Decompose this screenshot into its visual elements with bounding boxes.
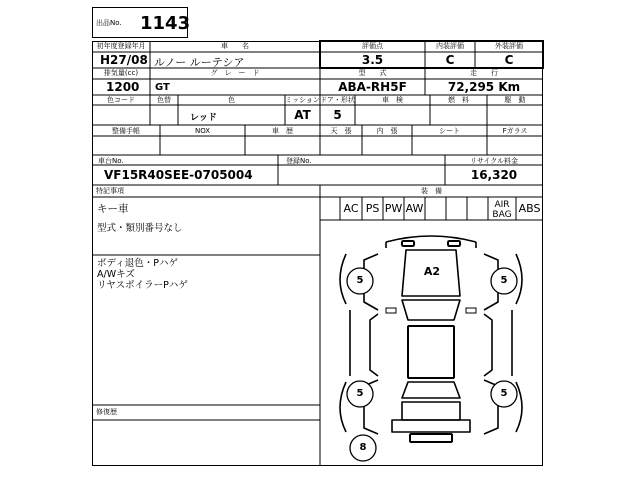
car-name: ルノー ルーテシア	[154, 56, 245, 69]
equipment-pw: PW	[384, 202, 403, 215]
label-fuel: 燃 料	[448, 96, 469, 104]
note-aw-scratch: A/Wキズ	[97, 269, 135, 280]
label-chassis-no: 車台No.	[98, 157, 124, 165]
label-color-change: 色替	[157, 96, 171, 104]
equipment-ac: AC	[343, 202, 359, 215]
equipment-ps: PS	[365, 202, 380, 215]
label-service-book: 整備手帳	[112, 127, 140, 135]
label-color-code: 色コード	[107, 96, 135, 104]
hood-damage-code: A2	[423, 265, 441, 278]
equipment-aw: AW	[405, 202, 424, 215]
label-recycle-fee: リサイクル料金	[469, 157, 519, 165]
label-color: 色	[228, 96, 235, 104]
label-mileage: 走 行	[470, 69, 498, 77]
note-no-model-number: 型式・類別番号なし	[97, 223, 183, 234]
left-front-wheel-code: 5	[356, 275, 364, 286]
label-drive: 駆 動	[504, 96, 526, 104]
note-rear-spoiler: リヤスポイラーPハゲ	[97, 280, 188, 291]
spare-code: 8	[359, 442, 367, 453]
chassis-number: VF15R40SEE-0705004	[104, 168, 253, 182]
model-code: ABA-RH5F	[338, 80, 407, 94]
mileage: 72,295 Km	[447, 80, 521, 94]
label-exterior-grade: 外装評価	[495, 42, 523, 50]
displacement: 1200	[106, 80, 140, 94]
equipment-header: 装 備	[421, 187, 442, 195]
equipment-airbag: AIR BAG	[492, 200, 512, 220]
label-nox: NOX	[194, 127, 211, 135]
note-key-car: キー車	[97, 203, 129, 215]
interior-grade: C	[445, 53, 455, 67]
label-doors: ドア・形状	[320, 96, 355, 104]
doors: 5	[333, 108, 342, 122]
label-score: 評価点	[362, 42, 383, 50]
grade: GT	[155, 82, 170, 93]
equipment-abs: ABS	[518, 202, 541, 215]
label-front-glass: Fガラス	[502, 127, 528, 135]
registration-date: H27/08	[100, 53, 148, 67]
label-headliner: 天 張	[330, 127, 352, 135]
label-history: 車 歴	[272, 127, 293, 135]
lot-number: 1143	[140, 13, 191, 34]
label-displacement: 排気量(cc)	[103, 69, 139, 77]
transmission: AT	[294, 108, 311, 122]
notes-header: 特記事項	[96, 187, 124, 195]
left-rear-wheel-code: 5	[356, 388, 364, 399]
label-grade: グ レ ー ド	[210, 69, 260, 77]
recycle-fee: 16,320	[470, 168, 518, 182]
label-first-registration: 初年度登録年月	[96, 42, 146, 50]
label-car-name: 車 名	[221, 42, 249, 50]
repair-history-header: 修復歴	[96, 408, 117, 416]
label-inspection: 車 検	[382, 96, 403, 104]
right-front-wheel-code: 5	[500, 275, 508, 286]
right-rear-wheel-code: 5	[500, 388, 508, 399]
label-model-code: 型 式	[358, 69, 387, 77]
car-damage-diagram	[320, 220, 543, 466]
label-interior-trim: 内 張	[376, 127, 398, 135]
evaluation-score: 3.5	[361, 53, 384, 67]
label-transmission: ミッション	[285, 96, 320, 104]
note-body-fade: ボディ退色・Pハゲ	[97, 258, 178, 269]
label-seat: シート	[439, 127, 460, 135]
exterior-grade: C	[504, 53, 514, 67]
label-interior-grade: 内装評価	[436, 42, 464, 50]
label-registration-no: 登録No.	[286, 157, 312, 165]
lot-number-label: 出品No.	[96, 19, 122, 27]
color: レッド	[190, 113, 217, 123]
